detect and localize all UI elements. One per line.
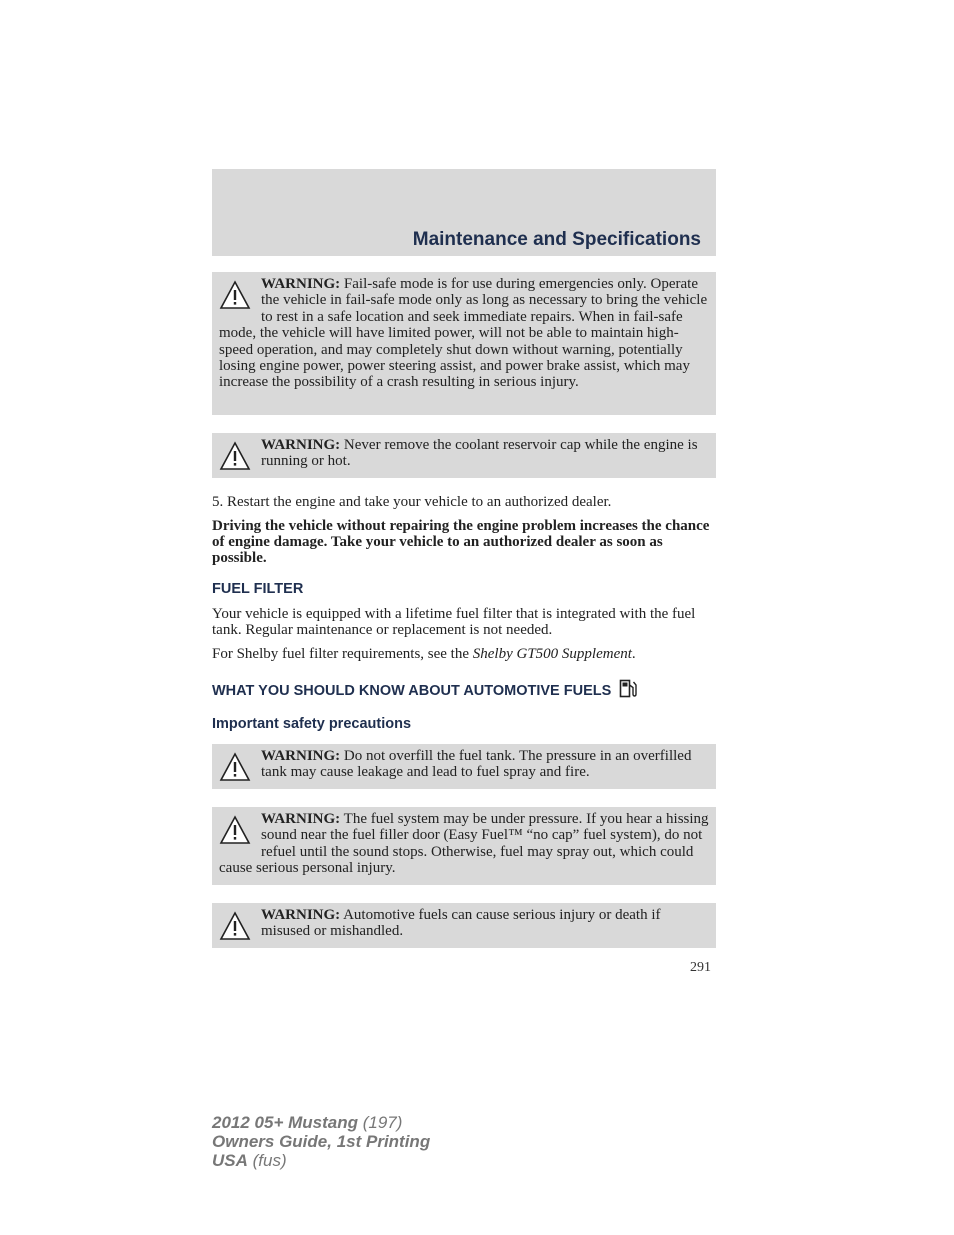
warning-box-pressure <box>212 807 716 885</box>
footer-line-3 <box>212 1151 430 1170</box>
fuel-pump-icon <box>619 679 637 698</box>
fuel-filter-heading: FUEL FILTER <box>212 581 304 597</box>
warning-text: Fail-safe mode is for use during emergencies only. Operate the vehicle in fail-safe mode only as long as necessary to bring the vehicle to rest in a safe location and seek immediate repairs. When in fail-safe mode, the vehicle will have limited power, will not be able to maintain high-speed operation, and may completely shut down without warning, potentially losing engine power, power steering assist, and power brake assist, which may increase the possibility of a crash resulting in serious injury. <box>219 276 708 391</box>
warning-triangle-icon <box>219 280 251 310</box>
automotive-fuels-heading-text: WHAT YOU SHOULD KNOW ABOUT AUTOMOTIVE FUELS <box>212 683 612 699</box>
footer-model: 2012 05+ Mustang <box>212 1113 358 1132</box>
warning-label: WARNING: <box>261 748 341 764</box>
safety-precautions-heading: Important safety precautions <box>212 716 412 732</box>
shelby-prefix: For Shelby fuel filter requirements, see the <box>212 646 473 662</box>
warning-box-overfill <box>212 744 716 789</box>
warning-box-coolant <box>212 433 716 478</box>
warning-label: WARNING: <box>261 907 341 923</box>
step-5: 5. Restart the engine and take your vehicle to an authorized dealer. <box>212 494 612 510</box>
footer-model-code: (197) <box>358 1113 403 1132</box>
footer-market: USA <box>212 1151 248 1170</box>
warning-label: WARNING: <box>261 437 341 453</box>
document-footer <box>212 1113 430 1170</box>
warning-triangle-icon <box>219 911 251 941</box>
warning-text: The fuel system may be under pressure. If you hear a hissing sound near the fuel filler door (Easy Fuel™ “no cap” fuel system), do not refuel until the sound stops. Otherwise, fuel may spray out, which could cause serious personal injury. <box>219 811 709 877</box>
footer-market-code: (fus) <box>247 1151 287 1170</box>
footer-line-2: Owners Guide, 1st Printing <box>212 1132 431 1151</box>
warning-text: Automotive fuels can cause serious injury or death if misused or mishandled. <box>261 907 661 940</box>
section-header <box>212 169 716 256</box>
page-number: 291 <box>690 960 711 975</box>
warning-text: Do not overfill the fuel tank. The pressure in an overfilled tank may cause leakage and lead to fuel spray and fire. <box>261 748 692 781</box>
shelby-paragraph <box>212 646 716 662</box>
engine-damage-note: Driving the vehicle without repairing the engine problem increases the chance of engine damage. Take your vehicle to an authorized dealer as soon as possible. <box>212 518 710 567</box>
warning-triangle-icon <box>219 752 251 782</box>
automotive-fuels-heading <box>212 679 637 699</box>
shelby-supplement-ref: Shelby GT500 Supplement <box>472 646 632 662</box>
section-title: Maintenance and Specifications <box>412 229 701 250</box>
footer-line-1 <box>212 1113 430 1132</box>
warning-triangle-icon <box>219 441 251 471</box>
warning-triangle-icon <box>219 815 251 845</box>
warning-text: Never remove the coolant reservoir cap while the engine is running or hot. <box>261 437 698 470</box>
warning-label: WARNING: <box>261 276 341 292</box>
shelby-suffix: . <box>631 646 636 662</box>
warning-box-fuels <box>212 903 716 948</box>
warning-box-failsafe <box>212 272 716 415</box>
warning-label: WARNING: <box>261 811 341 827</box>
fuel-filter-paragraph: Your vehicle is equipped with a lifetime fuel filter that is integrated with the fuel tank. Regular maintenance or replacement is not needed. <box>212 606 696 639</box>
